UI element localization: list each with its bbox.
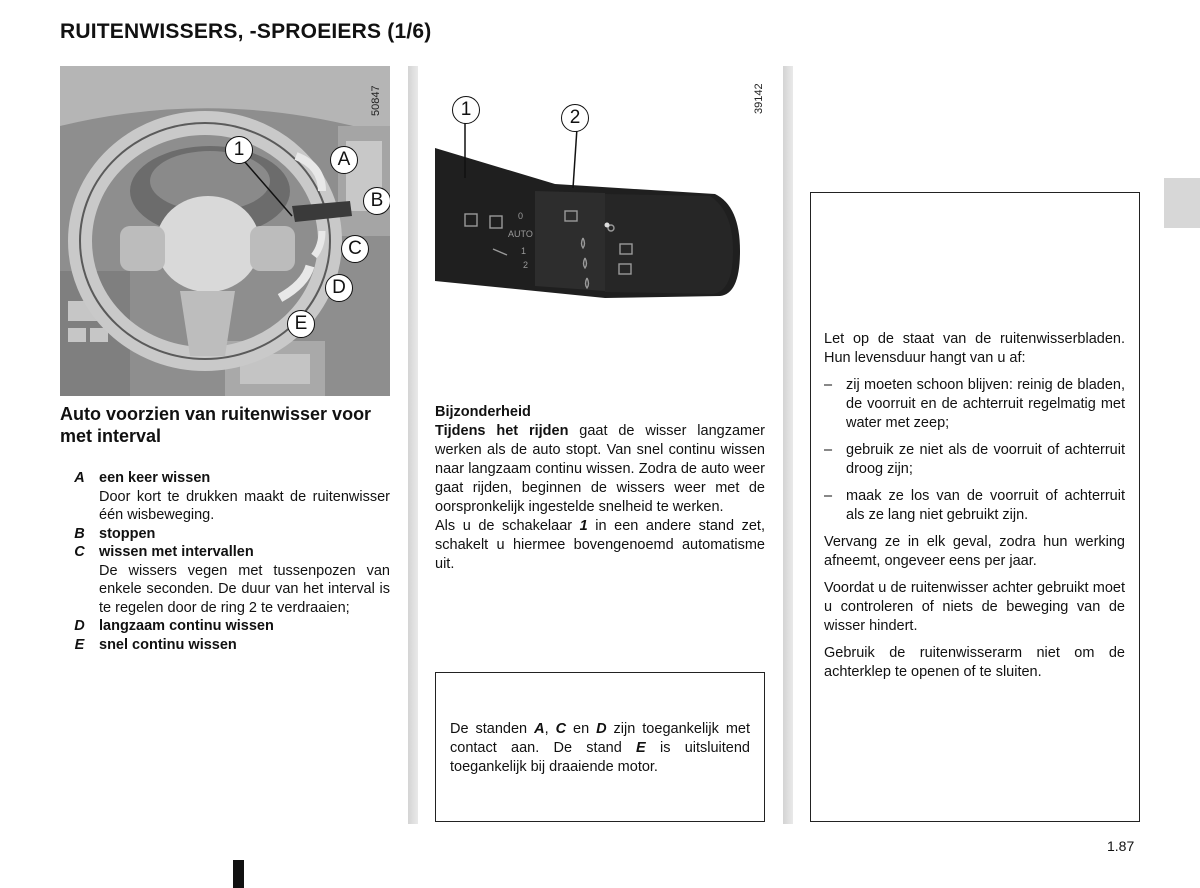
position-item xyxy=(60,543,390,562)
position-title: langzaam continu wissen xyxy=(99,618,274,634)
note-text: De standen A, C en D zijn toegankelijk met contact aan. De stand E is uitsluitend toegankelijk bij draaiende motor. xyxy=(450,721,750,775)
special-paragraph xyxy=(435,517,765,574)
special-text: in een andere stand zet, schakelt u hiermee bovengenoemd automatisme uit. xyxy=(435,518,765,572)
wiper-stalk-figure xyxy=(435,66,765,321)
callout-1: 1 xyxy=(225,136,253,164)
note-box-availability xyxy=(435,672,765,822)
position-item xyxy=(60,469,390,488)
callout-2: 2 xyxy=(561,104,589,132)
steering-wheel-illustration xyxy=(60,66,390,396)
position-key: A xyxy=(74,470,85,486)
special-section xyxy=(435,403,765,574)
wiper-stalk-illustration xyxy=(435,66,765,321)
note-intro: Let op de staat van de ruitenwisserbladen. Hun levensduur hangt van u af: xyxy=(824,331,1125,366)
position-description: De wissers vegen met tussenpozen van enkele seconden. De duur van het interval is te regelen door de ring 2 te verdraaien; xyxy=(99,562,390,616)
note-paragraph: Vervang ze in elk geval, zodra hun werking afneemt, ongeveer eens per jaar. xyxy=(824,534,1125,569)
note-paragraph: Gebruik de ruitenwisserarm niet om de achterklep te openen of te sluiten. xyxy=(824,645,1125,680)
column-divider-right xyxy=(783,66,793,824)
bullet-item: – maak ze los van de voorruit of achterruit als ze lang niet gebruikt zijn. xyxy=(824,488,1125,523)
callout-d: D xyxy=(325,274,353,302)
stalk-label-1: 1 xyxy=(521,246,527,256)
special-heading: Bijzonderheid xyxy=(435,404,531,420)
callout-1: 1 xyxy=(452,96,480,124)
position-item xyxy=(60,636,390,655)
figure-number: 50847 xyxy=(370,85,382,116)
position-list xyxy=(60,469,390,654)
position-key: C xyxy=(74,544,85,560)
stalk-label-2: 2 xyxy=(523,260,529,270)
switch-number: 1 xyxy=(579,518,588,534)
special-paragraph xyxy=(435,422,765,517)
page-title: RUITENWISSERS, -SPROEIERS (1/6) xyxy=(60,20,432,43)
stalk-label-auto: AUTO xyxy=(508,229,533,239)
position-title: wissen met intervallen xyxy=(99,544,254,560)
position-item xyxy=(60,525,390,544)
chapter-side-tab xyxy=(1164,178,1200,228)
position-description: Door kort te drukken maakt de ruitenwisser één wisbeweging. xyxy=(99,488,390,523)
note-paragraph: Voordat u de ruitenwisser achter gebruikt moet u controleren of niets de beweging van de wisser hindert. xyxy=(824,580,1125,634)
callout-e: E xyxy=(287,310,315,338)
special-text: gaat de wisser langzamer werken als de auto stopt. Van snel continu wissen naar langzaam continu wissen. Zodra de auto weer gaat rijden, beginnen de wissers weer met de oorspronkelijk ingestelde snelheid te werken. xyxy=(435,423,765,515)
position-title: snel continu wissen xyxy=(99,636,237,653)
position-key: B xyxy=(74,525,85,542)
note-text xyxy=(824,330,1125,690)
callout-c: C xyxy=(341,235,369,263)
bullet-item: – zij moeten schoon blijven: reinig de bladen, de voorruit en de achterruit regelmatig met water met zeep; xyxy=(824,377,1125,431)
callout-b: B xyxy=(363,187,390,215)
column-divider-left xyxy=(408,66,418,824)
position-key: D xyxy=(74,618,85,634)
position-title: een keer wissen xyxy=(99,470,211,486)
position-item xyxy=(60,617,390,636)
page-number: 1.87 xyxy=(1107,838,1135,854)
note-box-wiper-care xyxy=(810,192,1140,822)
figure-number: 39142 xyxy=(753,83,765,114)
bullet-item: – gebruik ze niet als de voorruit of achterruit droog zijn; xyxy=(824,442,1125,477)
special-text: Als u de schakelaar xyxy=(435,518,580,534)
position-key: E xyxy=(74,636,85,653)
section-heading: Auto voorzien van ruitenwisser voor met interval xyxy=(60,404,372,446)
position-title: stoppen xyxy=(99,525,156,542)
steering-wheel-figure xyxy=(60,66,390,396)
callout-a: A xyxy=(330,146,358,174)
stalk-label-0: 0 xyxy=(518,211,524,221)
special-emphasis: Tijdens het rijden xyxy=(435,423,569,439)
page-edge-marker xyxy=(233,860,244,888)
